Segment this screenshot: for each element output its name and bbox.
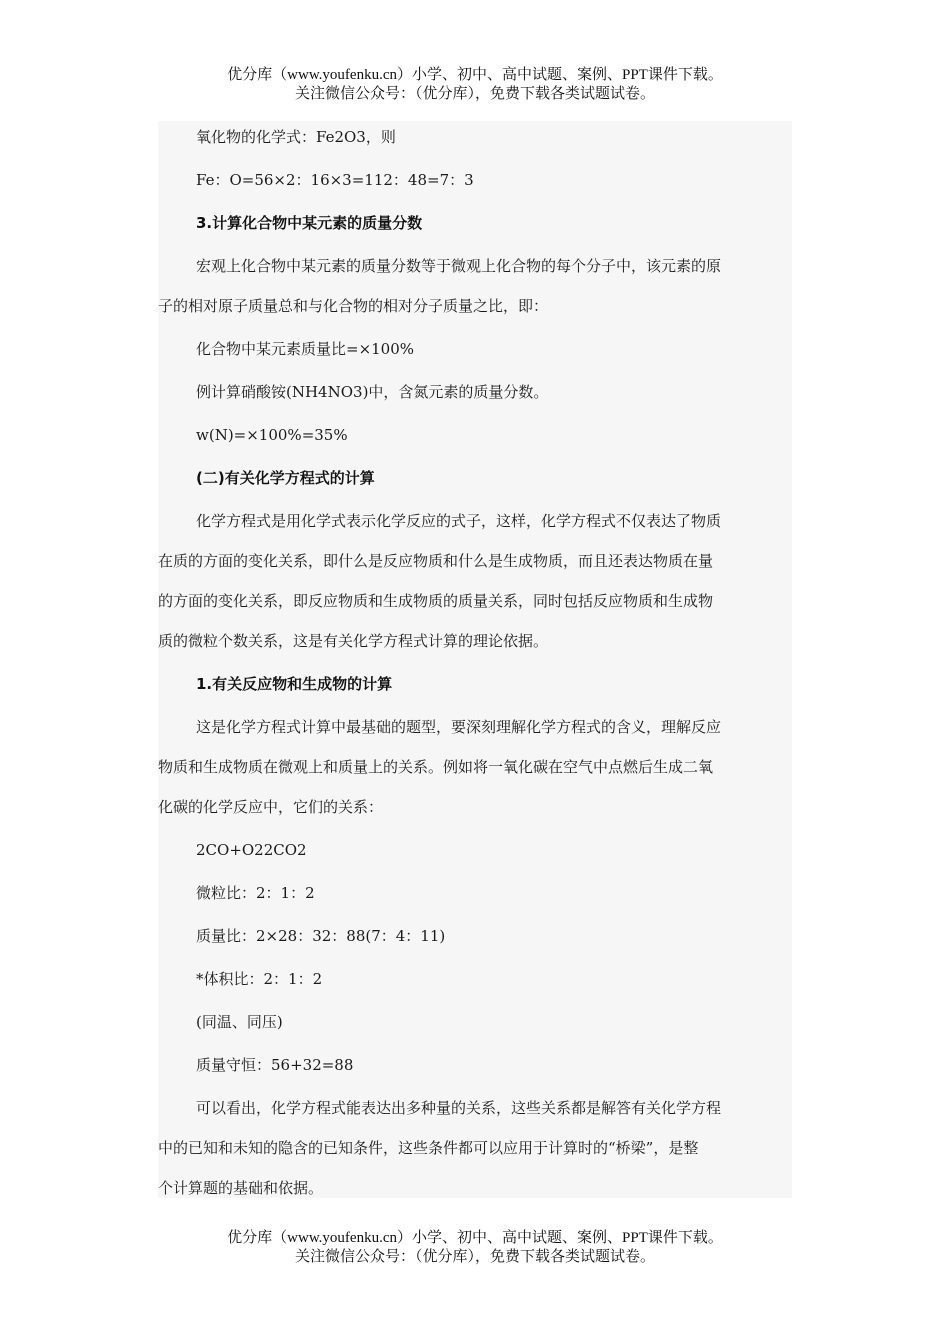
paragraph-line: 在质的方面的变化关系，即什么是反应物质和什么是生成物质，而且还表达物质在量 <box>158 552 714 570</box>
paragraph-line: 个计算题的基础和依据。 <box>158 1179 324 1197</box>
page-header <box>0 66 950 104</box>
equation-line: 2CO+O22CO2 <box>196 841 307 859</box>
paragraph-line: 这是化学方程式计算中最基础的题型，要深刻理解化学方程式的含义，理解反应 <box>196 718 722 736</box>
page-footer <box>0 1229 950 1267</box>
formula-line: 化合物中某元素质量比=×100% <box>196 340 415 358</box>
paragraph-line: 子的相对原子质量总和与化合物的相对分子质量之比，即： <box>158 297 549 315</box>
header-line-1: 优分库（www.youfenku.cn）小学、初中、高中试题、案例、PPT课件下载。 <box>227 67 723 83</box>
text-line: Fe：O=56×2：16×3=112：48=7：3 <box>196 171 474 189</box>
paragraph-line: 化学方程式是用化学式表示化学反应的式子，这样，化学方程式不仅表达了物质 <box>196 512 722 530</box>
header-line-2: 关注微信公众号：（优分库），免费下载各类试题试卷。 <box>294 86 655 102</box>
paragraph-line: 可以看出，化学方程式能表达出多种量的关系，这些关系都是解答有关化学方程 <box>196 1099 722 1117</box>
ratio-line: 质量比：2×28：32：88(7：4：11) <box>196 927 446 945</box>
ratio-line: 质量守恒：56+32=88 <box>196 1056 354 1074</box>
paragraph-line: 的方面的变化关系，即反应物质和生成物质的质量关系，同时包括反应物质和生成物 <box>158 592 714 610</box>
note-line: (同温、同压) <box>196 1013 283 1031</box>
ratio-line: *体积比：2：1：2 <box>196 970 323 988</box>
section-heading: 1.有关反应物和生成物的计算 <box>196 675 393 693</box>
footer-line-2: 关注微信公众号：（优分库），免费下载各类试题试卷。 <box>294 1249 655 1265</box>
paragraph-line: 中的已知和未知的隐含的已知条件，这些条件都可以应用于计算时的“桥梁”，是整 <box>158 1139 699 1157</box>
paragraph-line: 宏观上化合物中某元素的质量分数等于微观上化合物的每个分子中，该元素的原 <box>196 257 722 275</box>
section-heading: (二)有关化学方程式的计算 <box>196 469 375 487</box>
document-body <box>158 121 792 1198</box>
paragraph-line: 质的微粒个数关系，这是有关化学方程式计算的理论依据。 <box>158 632 549 650</box>
text-line: 氧化物的化学式：Fe2O3，则 <box>196 128 396 146</box>
paragraph-line: 物质和生成物质在微观上和质量上的关系。例如将一氧化碳在空气中点燃后生成二氧 <box>158 758 714 776</box>
example-line: 例计算硝酸铵(NH4NO3)中，含氮元素的质量分数。 <box>196 383 549 401</box>
paragraph-line: 化碳的化学反应中，它们的关系： <box>158 798 384 816</box>
footer-line-1: 优分库（www.youfenku.cn）小学、初中、高中试题、案例、PPT课件下载。 <box>227 1230 723 1246</box>
ratio-line: 微粒比：2：1：2 <box>196 884 315 902</box>
formula-line: w(N)=×100%=35% <box>196 426 348 444</box>
section-heading: 3.计算化合物中某元素的质量分数 <box>196 214 423 232</box>
